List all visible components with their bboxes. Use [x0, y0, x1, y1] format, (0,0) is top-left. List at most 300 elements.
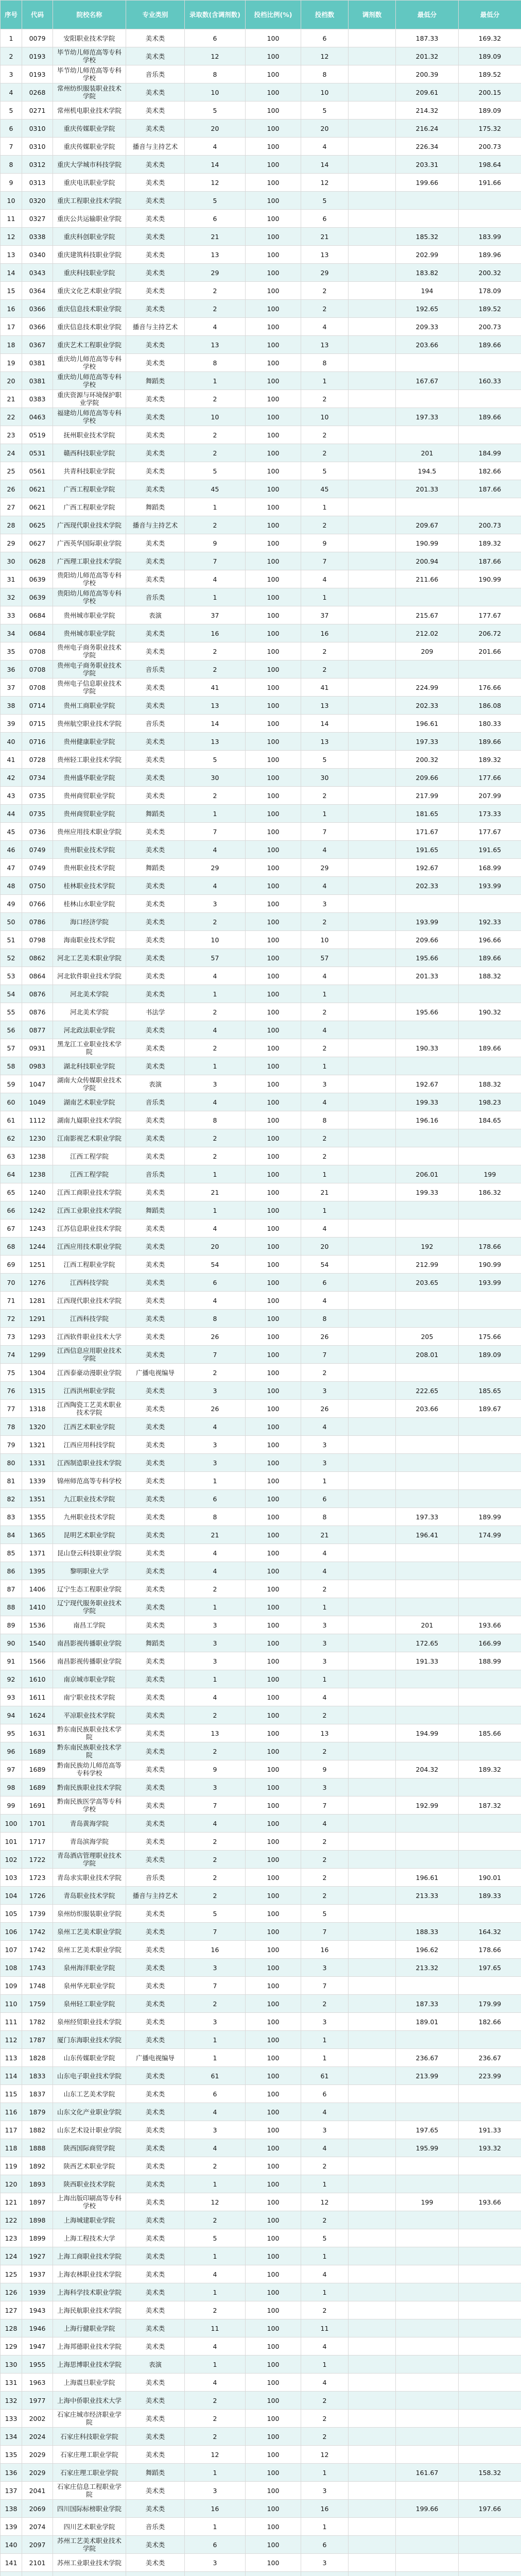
row-filed: 2 [301, 2428, 349, 2446]
row-filed: 3 [301, 2121, 349, 2139]
row-min-score-1: 192.67 [396, 1075, 459, 1093]
row-admitted: 2 [185, 1869, 246, 1887]
row-category: 美术类 [126, 697, 185, 715]
row-filed: 2 [301, 1147, 349, 1165]
table-row [1, 156, 521, 174]
row-index: 24 [1, 444, 22, 462]
row-adjusted [349, 2482, 396, 2500]
row-category: 音乐类 [126, 588, 185, 606]
row-ratio: 100 [246, 877, 301, 895]
row-admitted: 21 [185, 1526, 246, 1544]
row-admitted: 2 [185, 1851, 246, 1869]
table-row [1, 1580, 521, 1598]
row-category: 播音与主持艺术 [126, 516, 185, 534]
row-code: 2029 [22, 2464, 53, 2482]
row-min-score-2: 200.73 [459, 138, 521, 156]
table-row [1, 1778, 521, 1797]
row-min-score-2: 191.33 [459, 2121, 521, 2139]
row-code: 1743 [22, 1959, 53, 1977]
row-school: 江苏信息职业技术学院 [53, 1219, 126, 1238]
row-category: 美术类 [126, 1310, 185, 1328]
row-school: 南昌影视传播职业学院 [53, 1652, 126, 1670]
row-filed: 4 [301, 2374, 349, 2392]
row-index: 5 [1, 101, 22, 120]
row-ratio: 100 [246, 1580, 301, 1598]
row-admitted: 2 [185, 2301, 246, 2319]
row-ratio: 100 [246, 1454, 301, 1472]
row-school: 上海思博职业技术学院 [53, 2355, 126, 2374]
row-school: 海南职业技术学院 [53, 931, 126, 949]
row-index: 95 [1, 1724, 22, 1742]
header-min-score-1: 最低分 [396, 1, 459, 29]
row-ratio: 100 [246, 1833, 301, 1851]
row-ratio: 100 [246, 2265, 301, 2283]
row-category: 美术类 [126, 444, 185, 462]
row-index: 89 [1, 1616, 22, 1634]
table-row [1, 83, 521, 101]
header-category: 专业类别 [126, 1, 185, 29]
row-index: 64 [1, 1165, 22, 1183]
row-school: 石家庄理工职业学院 [53, 2446, 126, 2464]
row-admitted: 3 [185, 1382, 246, 1400]
row-min-score-2: 177.66 [459, 769, 521, 787]
row-filed [301, 2572, 349, 2576]
row-category: 美术类 [126, 1995, 185, 2013]
row-ratio: 100 [246, 282, 301, 300]
row-admitted: 1 [185, 2518, 246, 2536]
row-index: 114 [1, 2067, 22, 2085]
row-category: 美术类 [126, 1021, 185, 1039]
row-admitted: 2 [185, 1887, 246, 1905]
row-min-score-2: 189.32 [459, 1760, 521, 1778]
row-min-score-1 [396, 1021, 459, 1039]
row-adjusted [349, 787, 396, 805]
row-min-score-2: 173.33 [459, 805, 521, 823]
table-row [1, 1472, 521, 1490]
row-filed: 13 [301, 733, 349, 751]
row-admitted: 4 [185, 2337, 246, 2355]
row-ratio: 100 [246, 65, 301, 83]
row-school: 泉州海洋职业学院 [53, 1959, 126, 1977]
row-filed: 4 [301, 1418, 349, 1436]
row-adjusted [349, 1652, 396, 1670]
row-min-score-1: 195.66 [396, 1003, 459, 1021]
row-filed: 16 [301, 2500, 349, 2518]
table-row [1, 480, 521, 498]
row-min-score-2 [459, 985, 521, 1003]
row-min-score-1: 192.99 [396, 1797, 459, 1815]
row-min-score-1: 213.99 [396, 2067, 459, 2085]
row-school: 江西泰豪动漫职业学院 [53, 1364, 126, 1382]
row-filed: 20 [301, 120, 349, 138]
row-min-score-2: 206.72 [459, 624, 521, 642]
row-min-score-2 [459, 192, 521, 210]
row-school: 重庆信息技术职业学院 [53, 318, 126, 336]
row-category: 美术类 [126, 877, 185, 895]
row-min-score-2: 189.66 [459, 949, 521, 967]
row-index: 80 [1, 1454, 22, 1472]
table-row [1, 1111, 521, 1129]
table-row [1, 733, 521, 751]
table-row [1, 570, 521, 588]
table-row [1, 1183, 521, 1201]
row-min-score-2: 200.15 [459, 83, 521, 101]
row-index: 117 [1, 2121, 22, 2139]
row-ratio: 100 [246, 1778, 301, 1797]
row-min-score-2 [459, 1544, 521, 1562]
row-adjusted [349, 1256, 396, 1274]
row-school: 山东文化产业职业学院 [53, 2103, 126, 2121]
row-category: 美术类 [126, 2013, 185, 2031]
row-code: 1955 [22, 2355, 53, 2374]
row-code: 1351 [22, 1490, 53, 1508]
row-min-score-2: 189.66 [459, 336, 521, 354]
row-min-score-1: 214.32 [396, 101, 459, 120]
row-ratio: 100 [246, 2247, 301, 2265]
row-admitted: 20 [185, 120, 246, 138]
row-min-score-2: 190.01 [459, 1869, 521, 1887]
row-index: 136 [1, 2464, 22, 2482]
row-index: 132 [1, 2392, 22, 2410]
row-category: 美术类 [126, 2392, 185, 2410]
row-ratio: 100 [246, 1418, 301, 1436]
row-adjusted [349, 2319, 396, 2337]
row-min-score-2: 160.33 [459, 372, 521, 390]
row-filed: 3 [301, 1382, 349, 1400]
row-min-score-2: 177.67 [459, 823, 521, 841]
row-ratio: 100 [246, 1562, 301, 1580]
row-code: 0716 [22, 733, 53, 751]
row-index: 109 [1, 1977, 22, 1995]
row-min-score-1 [396, 660, 459, 679]
row-code: 1244 [22, 1238, 53, 1256]
row-admitted: 3 [185, 895, 246, 913]
row-filed: 4 [301, 138, 349, 156]
row-adjusted [349, 660, 396, 679]
row-ratio: 100 [246, 1742, 301, 1760]
row-adjusted [349, 2283, 396, 2301]
row-index: 76 [1, 1382, 22, 1400]
table-row [1, 1815, 521, 1833]
row-index: 14 [1, 264, 22, 282]
row-admitted: 6 [185, 1490, 246, 1508]
row-filed: 6 [301, 29, 349, 47]
row-admitted: 29 [185, 264, 246, 282]
row-adjusted [349, 967, 396, 985]
row-ratio: 100 [246, 1201, 301, 1219]
row-category: 美术类 [126, 1346, 185, 1364]
row-filed: 1 [301, 985, 349, 1003]
row-code: 1893 [22, 2175, 53, 2193]
row-code: 0193 [22, 47, 53, 65]
table-row [1, 2193, 521, 2211]
row-admitted: 8 [185, 1111, 246, 1129]
row-filed: 61 [301, 2067, 349, 2085]
table-row [1, 192, 521, 210]
row-category: 美术类 [126, 534, 185, 552]
row-adjusted [349, 2572, 396, 2576]
row-category: 美术类 [126, 2536, 185, 2554]
row-school: 重庆幼儿师范高等专科学校 [53, 372, 126, 390]
row-admitted: 7 [185, 823, 246, 841]
header-ratio: 投档比例(%) [246, 1, 301, 29]
row-filed: 2 [301, 2211, 349, 2229]
row-admitted: 12 [185, 47, 246, 65]
row-code: 1837 [22, 2085, 53, 2103]
row-category: 美术类 [126, 246, 185, 264]
row-admitted: 37 [185, 606, 246, 624]
header-adjusted: 调剂数 [349, 1, 396, 29]
row-min-score-2: 189.52 [459, 65, 521, 83]
row-min-score-1: 200.32 [396, 751, 459, 769]
row-ratio: 100 [246, 83, 301, 101]
row-min-score-1 [396, 1778, 459, 1797]
row-min-score-1 [396, 1688, 459, 1706]
row-adjusted [349, 1724, 396, 1742]
row-admitted: 8 [185, 354, 246, 372]
row-school: 重庆文化艺术职业学院 [53, 282, 126, 300]
row-min-score-2 [459, 2536, 521, 2554]
row-adjusted [349, 859, 396, 877]
row-school: 上海震旦职业学院 [53, 2374, 126, 2392]
row-school: 江西艺术职业学院 [53, 1418, 126, 1436]
row-category: 舞蹈类 [126, 805, 185, 823]
row-min-score-2 [459, 2157, 521, 2175]
row-code: 1689 [22, 1778, 53, 1797]
row-min-score-2: 186.08 [459, 697, 521, 715]
row-school: 石家庄信息工程职业学院 [53, 2482, 126, 2500]
row-admitted: 16 [185, 624, 246, 642]
row-code: 1717 [22, 1833, 53, 1851]
row-ratio: 100 [246, 2229, 301, 2247]
row-min-score-2: 189.09 [459, 101, 521, 120]
row-ratio: 100 [246, 679, 301, 697]
row-school: 江西制造职业技术学院 [53, 1454, 126, 1472]
row-filed: 57 [301, 949, 349, 967]
row-ratio: 100 [246, 895, 301, 913]
row-filed: 2 [301, 1742, 349, 1760]
row-admitted: 6 [185, 2085, 246, 2103]
row-school: 厦门东海职业技术学院 [53, 2031, 126, 2049]
row-school: 湖南九嶷职业技术学院 [53, 1111, 126, 1129]
row-admitted: 13 [185, 246, 246, 264]
row-adjusted [349, 354, 396, 372]
row-adjusted [349, 1093, 396, 1111]
row-admitted: 12 [185, 2193, 246, 2211]
row-min-score-1: 202.33 [396, 697, 459, 715]
row-adjusted [349, 642, 396, 660]
row-min-score-1: 194.5 [396, 462, 459, 480]
row-school: 苏州工艺美术职业技术学院 [53, 2536, 126, 2554]
row-min-score-1: 199.33 [396, 1093, 459, 1111]
row-index: 127 [1, 2301, 22, 2319]
row-admitted: 2 [185, 2157, 246, 2175]
row-school: 南昌工学院 [53, 1616, 126, 1634]
row-adjusted [349, 174, 396, 192]
row-min-score-2 [459, 2554, 521, 2572]
row-min-score-1: 187.33 [396, 1995, 459, 2013]
row-admitted: 21 [185, 228, 246, 246]
row-code: 0343 [22, 264, 53, 282]
table-row [1, 949, 521, 967]
row-adjusted [349, 2428, 396, 2446]
row-adjusted [349, 1346, 396, 1364]
row-min-score-2: 201.66 [459, 642, 521, 660]
row-admitted: 3 [185, 1652, 246, 1670]
row-school: 贵阳幼儿师范高等专科学校 [53, 570, 126, 588]
table-row [1, 29, 521, 47]
row-index: 119 [1, 2157, 22, 2175]
row-admitted: 4 [185, 570, 246, 588]
table-row [1, 1238, 521, 1256]
row-min-score-1: 161.67 [396, 2464, 459, 2482]
row-index: 50 [1, 913, 22, 931]
row-code: 1892 [22, 2157, 53, 2175]
row-ratio: 100 [246, 1346, 301, 1364]
row-filed: 6 [301, 2085, 349, 2103]
row-category: 美术类 [126, 408, 185, 426]
row-index: 29 [1, 534, 22, 552]
row-ratio: 100 [246, 805, 301, 823]
row-adjusted [349, 1039, 396, 1057]
row-min-score-2 [459, 588, 521, 606]
row-adjusted [349, 769, 396, 787]
row-index: 91 [1, 1652, 22, 1670]
row-code: 0463 [22, 408, 53, 426]
row-min-score-1 [396, 2410, 459, 2428]
row-index: 52 [1, 949, 22, 967]
row-ratio: 100 [246, 2482, 301, 2500]
row-school: 四川艺术职业学院 [53, 2518, 126, 2536]
table-row [1, 931, 521, 949]
table-row [1, 805, 521, 823]
row-school: 青岛酒店管理职业技术学院 [53, 1851, 126, 1869]
row-min-score-2 [459, 2572, 521, 2576]
row-adjusted [349, 1616, 396, 1634]
row-category: 美术类 [126, 787, 185, 805]
row-index: 121 [1, 2193, 22, 2211]
row-category: 美术类 [126, 570, 185, 588]
row-ratio: 100 [246, 534, 301, 552]
row-admitted: 4 [185, 1544, 246, 1562]
row-category: 美术类 [126, 2554, 185, 2572]
row-index: 6 [1, 120, 22, 138]
row-min-score-2: 198.23 [459, 1093, 521, 1111]
row-adjusted [349, 2265, 396, 2283]
table-row [1, 2355, 521, 2374]
row-min-score-1 [396, 498, 459, 516]
row-adjusted [349, 318, 396, 336]
row-min-score-2: 189.66 [459, 408, 521, 426]
row-code: 1943 [22, 2301, 53, 2319]
row-index: 12 [1, 228, 22, 246]
row-filed: 2 [301, 1833, 349, 1851]
row-school: 江西工程学院 [53, 1147, 126, 1165]
row-adjusted [349, 823, 396, 841]
row-min-score-1: 197.33 [396, 1508, 459, 1526]
row-min-score-1: 195.66 [396, 949, 459, 967]
row-school: 河北工艺美术职业学院 [53, 949, 126, 967]
row-min-score-2 [459, 210, 521, 228]
row-min-score-2: 175.66 [459, 1328, 521, 1346]
table-row [1, 1688, 521, 1706]
row-adjusted [349, 462, 396, 480]
table-row [1, 2301, 521, 2319]
row-code: 1631 [22, 1724, 53, 1742]
row-code: 0708 [22, 660, 53, 679]
row-admitted: 6 [185, 2536, 246, 2554]
row-admitted: 20 [185, 1238, 246, 1256]
row-category: 美术类 [126, 1580, 185, 1598]
row-adjusted [349, 2067, 396, 2085]
row-min-score-1: 209.33 [396, 318, 459, 336]
row-filed: 2 [301, 2301, 349, 2319]
row-category: 美术类 [126, 192, 185, 210]
row-adjusted [349, 2554, 396, 2572]
table-row [1, 2392, 521, 2410]
row-min-score-1: 203.66 [396, 1400, 459, 1418]
table-row [1, 841, 521, 859]
row-min-score-2: 190.99 [459, 570, 521, 588]
row-ratio: 100 [246, 985, 301, 1003]
row-admitted: 4 [185, 1219, 246, 1238]
row-adjusted [349, 1003, 396, 1021]
row-school: 贵州商贸职业学院 [53, 787, 126, 805]
row-min-score-2: 197.66 [459, 2500, 521, 2518]
row-min-score-1 [396, 1833, 459, 1851]
row-school: 江西洪州职业学院 [53, 1382, 126, 1400]
row-filed: 4 [301, 2139, 349, 2157]
row-filed: 2 [301, 300, 349, 318]
row-category [126, 2572, 185, 2576]
row-school: 石家庄科技职业学院 [53, 2428, 126, 2446]
row-filed: 21 [301, 1183, 349, 1201]
row-code: 0708 [22, 679, 53, 697]
row-code: 0366 [22, 318, 53, 336]
row-min-score-1: 209.66 [396, 769, 459, 787]
row-code: 0864 [22, 967, 53, 985]
row-category: 美术类 [126, 174, 185, 192]
row-ratio: 100 [246, 1544, 301, 1562]
row-index: 59 [1, 1075, 22, 1093]
row-code: 0271 [22, 101, 53, 120]
row-code: 1331 [22, 1454, 53, 1472]
row-ratio: 100 [246, 1183, 301, 1201]
row-min-score-1: 209 [396, 642, 459, 660]
row-index: 10 [1, 192, 22, 210]
row-category: 美术类 [126, 1815, 185, 1833]
row-ratio: 100 [246, 2392, 301, 2410]
row-min-score-2: 200.32 [459, 264, 521, 282]
row-school: 陕西艺术职业学院 [53, 2157, 126, 2175]
row-code: 1759 [22, 1995, 53, 2013]
row-school: 南昌影视传播职业学院 [53, 1634, 126, 1652]
row-school: 陕西国际商贸学院 [53, 2139, 126, 2157]
row-min-score-2 [459, 1815, 521, 1833]
row-filed: 54 [301, 1256, 349, 1274]
row-adjusted [349, 985, 396, 1003]
row-category: 书法学 [126, 1003, 185, 1021]
row-min-score-2 [459, 2031, 521, 2049]
row-category: 美术类 [126, 264, 185, 282]
row-adjusted [349, 1310, 396, 1328]
row-ratio: 100 [246, 462, 301, 480]
row-index: 62 [1, 1129, 22, 1147]
table-row [1, 1418, 521, 1436]
row-adjusted [349, 1418, 396, 1436]
row-index: 90 [1, 1634, 22, 1652]
row-adjusted [349, 949, 396, 967]
